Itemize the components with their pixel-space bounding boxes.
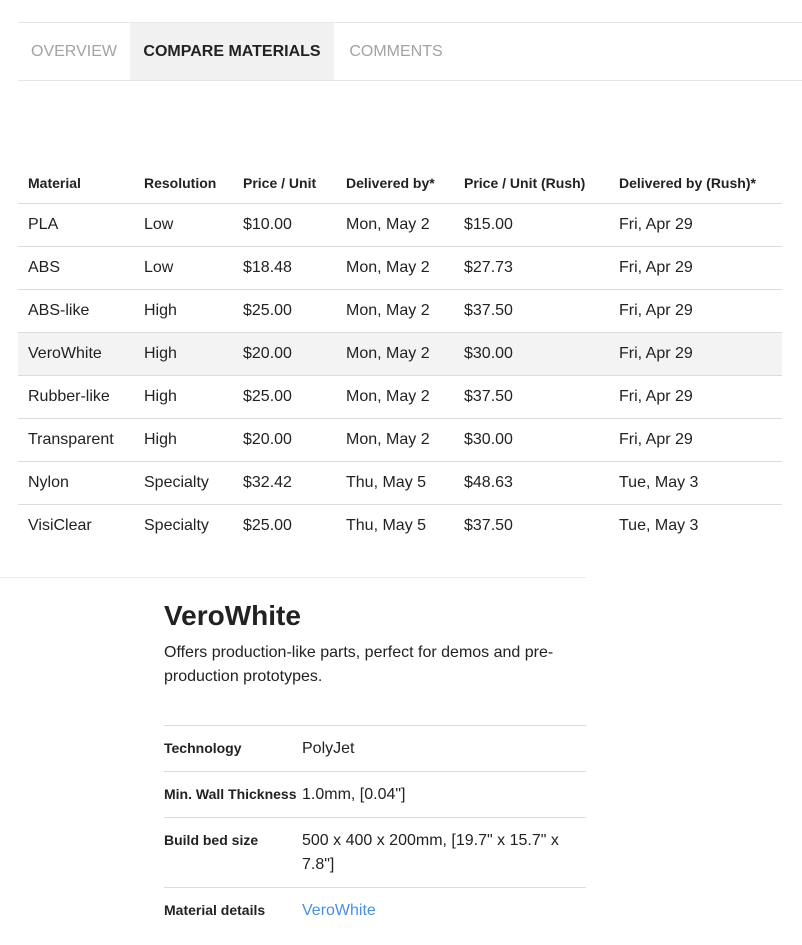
cell-material: Nylon [18,462,134,505]
column-header-delivered-rush: Delivered by (Rush)* [609,163,782,204]
table-row-selected[interactable] [18,333,782,376]
cell-delivered-rush: Fri, Apr 29 [609,247,782,290]
cell-price: $25.00 [233,290,336,333]
cell-price: $25.00 [243,517,292,534]
cell-price-rush: $15.00 [454,204,609,247]
table-row[interactable] [18,462,782,505]
cell-price-rush: $37.50 [464,517,513,534]
spec-value: 500 x 400 x 200mm, [19.7" x 15.7" x 7.8"] [302,818,586,888]
cell-resolution: High [134,290,233,333]
table-header-row [18,163,782,204]
tab-bar [18,22,802,81]
spec-row [164,818,586,888]
column-header-material: Material [18,163,134,204]
cell-resolution: Specialty [134,462,233,505]
cell-price: $18.48 [233,247,336,290]
column-header-price-rush: Price / Unit (Rush) [454,163,609,204]
column-header-resolution: Resolution [134,163,233,204]
cell-resolution: Low [134,247,233,290]
cell-delivered: Mon, May 2 [336,290,454,333]
spec-label: Technology [164,726,302,772]
cell-price: $20.00 [233,333,336,376]
section-divider [0,577,586,578]
cell-delivered: Mon, May 2 [336,333,454,376]
cell-price: $20.00 [233,419,336,462]
cell-material: PLA [18,204,134,247]
material-detail-panel [164,598,586,933]
cell-material: ABS-like [18,290,134,333]
cell-delivered-rush: Fri, Apr 29 [609,333,782,376]
cell-resolution: Low [134,204,233,247]
cell-resolution: High [134,376,233,419]
cell-material: Transparent [18,419,134,462]
cell-material: Rubber-like [18,376,134,419]
cell-delivered-rush: Fri, Apr 29 [609,419,782,462]
column-header-price: Price / Unit [233,163,336,204]
cell-material: VeroWhite [18,333,134,376]
cell-delivered: Mon, May 2 [336,204,454,247]
material-details-link[interactable]: VeroWhite [302,902,376,919]
cell-resolution: Specialty [144,517,209,534]
spec-row [164,772,586,818]
cell-delivered: Thu, May 5 [346,517,427,534]
cell-price-rush: $37.50 [454,376,609,419]
tab-comments[interactable]: COMMENTS [349,42,443,60]
spec-label: Min. Wall Thickness [164,772,302,818]
spec-value [302,888,586,934]
material-description: Offers production-like parts, perfect for demos and pre-production prototypes. [164,644,554,685]
cell-delivered: Mon, May 2 [336,247,454,290]
cell-delivered-rush: Tue, May 3 [609,462,782,505]
tab-overview[interactable]: OVERVIEW [31,42,117,60]
material-spec-table [164,725,586,933]
cell-delivered: Thu, May 5 [336,462,454,505]
cell-price: $32.42 [233,462,336,505]
cell-delivered-rush: Fri, Apr 29 [609,376,782,419]
spec-row [164,888,586,934]
spec-label: Build bed size [164,818,302,888]
materials-compare-table [18,163,782,547]
cell-delivered-rush: Fri, Apr 29 [609,290,782,333]
cell-price: $10.00 [233,204,336,247]
cell-price: $25.00 [233,376,336,419]
cell-material: VisiClear [28,517,92,534]
table-row[interactable] [18,419,782,462]
cell-material: ABS [18,247,134,290]
table-row[interactable] [18,247,782,290]
spec-value: 1.0mm, [0.04"] [302,772,586,818]
cell-resolution: High [134,333,233,376]
cell-delivered: Mon, May 2 [336,419,454,462]
cell-price-rush: $27.73 [454,247,609,290]
cell-price-rush: $30.00 [454,333,609,376]
cell-delivered: Mon, May 2 [336,376,454,419]
spec-row [164,726,586,772]
spec-value: PolyJet [302,726,586,772]
cell-resolution: High [134,419,233,462]
cell-price-rush: $30.00 [454,419,609,462]
table-row[interactable] [18,204,782,247]
spec-label: Material details [164,888,302,934]
cell-price-rush: $37.50 [454,290,609,333]
cell-price-rush: $48.63 [454,462,609,505]
column-header-delivered: Delivered by* [336,163,454,204]
table-row[interactable] [18,505,782,548]
tab-compare-materials[interactable]: COMPARE MATERIALS [130,23,334,80]
cell-delivered-rush: Fri, Apr 29 [609,204,782,247]
table-row[interactable] [18,376,782,419]
table-row[interactable] [18,290,782,333]
cell-delivered-rush: Tue, May 3 [619,517,699,534]
material-title: VeroWhite [164,600,301,631]
